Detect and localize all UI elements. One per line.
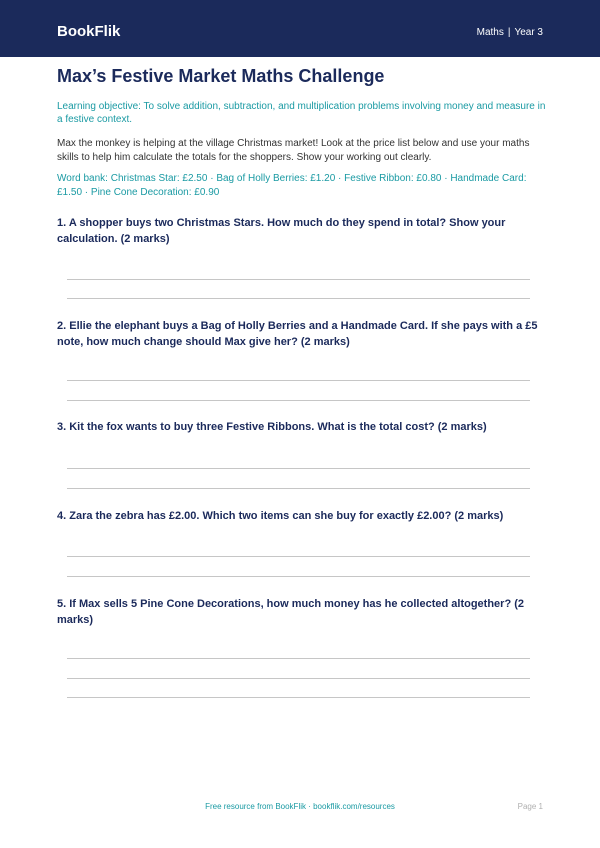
learning-objective: Learning objective: To solve addition, subtraction, and multiplication problems involving money and measure in a festive context.	[57, 101, 546, 125]
header-bar	[0, 0, 600, 57]
answer-line[interactable]	[67, 400, 530, 401]
question-3: 3. Kit the fox wants to buy three Festive Ribbons. What is the total cost? (2 marks)	[57, 421, 487, 433]
intro-text: Max the monkey is helping at the village Christmas market! Look at the price list below and use your maths skills to help him calculate the totals for the shoppers. Show your working out clearly.	[57, 138, 530, 163]
question-4: 4. Zara the zebra has £2.00. Which two items can she buy for exactly £2.00? (2 marks)	[57, 510, 504, 522]
question-1: 1. A shopper buys two Christmas Stars. How much do they spend in total? Show your calculation. (2 marks)	[57, 217, 506, 245]
answer-line[interactable]	[67, 298, 530, 299]
page-number: Page 1	[517, 802, 543, 811]
worksheet-title: Max’s Festive Market Maths Challenge	[57, 66, 385, 86]
question-5: 5. If Max sells 5 Pine Cone Decorations, how much money has he collected altogether? (2 marks)	[57, 598, 525, 626]
brand-logo[interactable]: BookFlik	[57, 23, 121, 40]
answer-line[interactable]	[67, 658, 530, 659]
answer-line[interactable]	[67, 556, 530, 557]
breadcrumb-separator: |	[507, 27, 511, 38]
answer-line[interactable]	[67, 488, 530, 489]
subject-breadcrumb	[477, 27, 543, 38]
subject-label: Maths	[476, 27, 504, 38]
answer-line[interactable]	[67, 678, 530, 679]
year-label: Year 3	[514, 27, 543, 38]
question-2: 2. Ellie the elephant buys a Bag of Holly Berries and a Handmade Card. If she pays with a £5 note, how much change should Max give her? (2 marks)	[57, 320, 538, 348]
word-bank: Word bank: Christmas Star: £2.50 · Bag of Holly Berries: £1.20 · Festive Ribbon: £0.80 · Handmade Card: £1.50 · Pine Cone Decoration: £0.90	[57, 173, 527, 198]
answer-line[interactable]	[67, 279, 530, 280]
footer-credit-link[interactable]: Free resource from BookFlik · bookflik.com/resources	[205, 802, 395, 811]
answer-line[interactable]	[67, 380, 530, 381]
answer-line[interactable]	[67, 576, 530, 577]
answer-line[interactable]	[67, 697, 530, 698]
answer-line[interactable]	[67, 468, 530, 469]
